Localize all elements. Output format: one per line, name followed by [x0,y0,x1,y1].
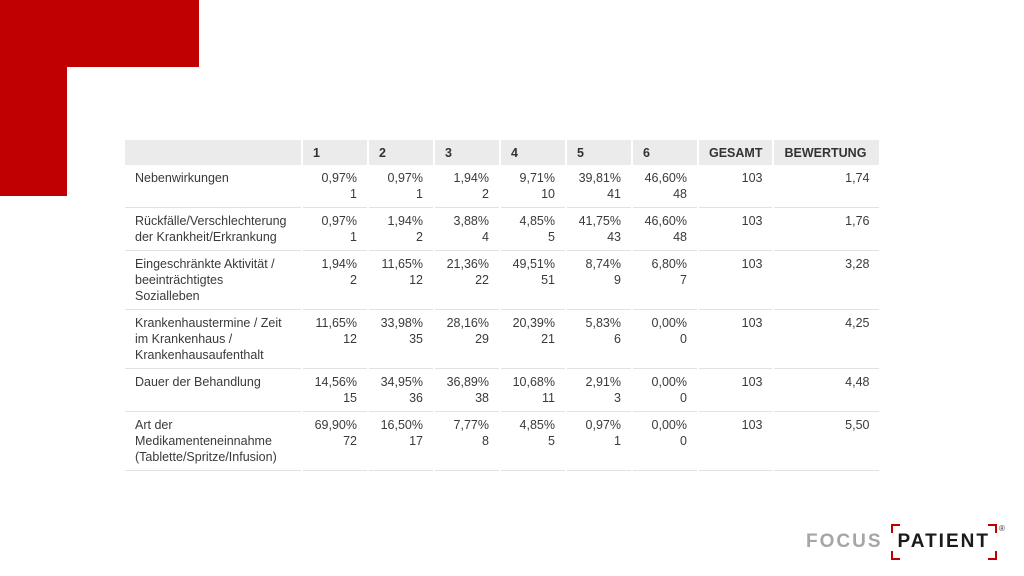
cell-gesamt: 103 [698,310,773,369]
cell-gesamt: 103 [698,208,773,251]
cell-rating-1 [302,369,368,412]
cell-rating-1 [302,251,368,310]
cell-rating-3 [434,310,500,369]
cell-percent: 16,50% [380,418,423,432]
survey-results-table [125,140,879,471]
cell-percent: 69,90% [314,418,357,432]
cell-count: 6 [614,332,621,346]
cell-count: 43 [607,230,621,244]
cell-percent: 10,68% [512,375,555,389]
logo-patient-box [891,524,997,560]
cell-count: 5 [548,434,555,448]
cell-rating-4 [500,251,566,310]
table-row [125,251,879,310]
cell-percent: 41,75% [578,214,621,228]
cell-percent: 0,00% [651,316,687,330]
cell-percent: 46,60% [644,214,687,228]
cell-rating-2 [368,369,434,412]
row-label-line: Art der [135,418,173,432]
row-label [125,165,302,208]
cell-percent: 0,97% [321,214,357,228]
header-3: 3 [434,140,500,165]
row-label-line: im Krankenhaus / [135,332,233,346]
header-1: 1 [302,140,368,165]
cell-percent: 4,85% [519,418,555,432]
cell-rating-5 [566,412,632,471]
cell-percent: 46,60% [644,171,687,185]
cell-count: 3 [614,391,621,405]
cell-count: 22 [475,273,489,287]
row-label-line: Krankenhaustermine / Zeit [135,316,282,330]
cell-count: 7 [680,273,687,287]
logo-bracket-bottom-left [891,551,900,560]
table-row [125,310,879,369]
row-label-line: der Krankheit/Erkrankung [135,230,277,244]
cell-rating-2 [368,412,434,471]
row-label [125,369,302,412]
row-label-line: Eingeschränkte Aktivität / [135,257,275,271]
table-body [125,165,879,471]
cell-count: 1 [614,434,621,448]
cell-count: 2 [416,230,423,244]
header-5: 5 [566,140,632,165]
cell-percent: 0,00% [651,418,687,432]
cell-percent: 49,51% [512,257,555,271]
cell-bewertung: 4,25 [773,310,879,369]
cell-percent: 2,91% [585,375,621,389]
cell-rating-1 [302,208,368,251]
cell-rating-3 [434,208,500,251]
cell-rating-5 [566,251,632,310]
logo-focus-text: FOCUS [806,531,883,552]
cell-percent: 6,80% [651,257,687,271]
cell-count: 35 [409,332,423,346]
cell-gesamt: 103 [698,412,773,471]
cell-count: 41 [607,187,621,201]
cell-percent: 0,97% [387,171,423,185]
cell-percent: 1,94% [321,257,357,271]
cell-count: 36 [409,391,423,405]
cell-count: 11 [542,391,555,405]
cell-count: 51 [541,273,555,287]
cell-gesamt: 103 [698,165,773,208]
cell-percent: 39,81% [578,171,621,185]
cell-percent: 8,74% [585,257,621,271]
cell-rating-5 [566,310,632,369]
cell-gesamt: 103 [698,369,773,412]
cell-count: 1 [350,230,357,244]
cell-rating-2 [368,208,434,251]
cell-rating-3 [434,369,500,412]
table-row [125,208,879,251]
cell-count: 2 [350,273,357,287]
cell-rating-6 [632,310,698,369]
cell-count: 10 [541,187,555,201]
cell-rating-1 [302,165,368,208]
row-label-line: Medikamenteneinnahme [135,434,272,448]
table-row [125,369,879,412]
cell-count: 4 [482,230,489,244]
red-corner-decoration-top [0,0,199,67]
cell-percent: 11,65% [381,257,423,271]
cell-count: 5 [548,230,555,244]
cell-percent: 34,95% [380,375,423,389]
header-2: 2 [368,140,434,165]
row-label-line: (Tablette/Spritze/Infusion) [135,450,277,464]
cell-rating-3 [434,412,500,471]
cell-percent: 3,88% [453,214,489,228]
cell-percent: 33,98% [380,316,423,330]
cell-count: 12 [343,332,357,346]
cell-bewertung: 1,76 [773,208,879,251]
cell-count: 0 [680,391,687,405]
cell-percent: 7,77% [453,418,489,432]
table-row [125,412,879,471]
cell-rating-4 [500,208,566,251]
cell-count: 72 [343,434,357,448]
row-label-line: Krankenhausaufenthalt [135,348,264,362]
cell-bewertung: 4,48 [773,369,879,412]
logo-bracket-top-left [891,524,900,533]
header-label [125,140,302,165]
row-label-line: Dauer der Behandlung [135,375,261,389]
cell-count: 1 [350,187,357,201]
cell-percent: 9,71% [519,171,555,185]
focus-patient-logo [806,524,1005,560]
cell-percent: 36,89% [446,375,489,389]
cell-count: 48 [673,187,687,201]
cell-percent: 4,85% [519,214,555,228]
logo-patient-text: PATIENT [897,531,990,552]
cell-count: 0 [680,434,687,448]
row-label-line: Rückfälle/Verschlechterung [135,214,287,228]
row-label-line: Nebenwirkungen [135,171,229,185]
cell-percent: 20,39% [512,316,555,330]
cell-rating-1 [302,412,368,471]
cell-percent: 28,16% [446,316,489,330]
header-gesamt: GESAMT [698,140,773,165]
cell-count: 0 [680,332,687,346]
cell-rating-4 [500,369,566,412]
cell-percent: 21,36% [446,257,489,271]
cell-bewertung: 1,74 [773,165,879,208]
cell-count: 21 [541,332,555,346]
cell-rating-4 [500,310,566,369]
cell-rating-6 [632,208,698,251]
cell-rating-6 [632,369,698,412]
cell-percent: 0,00% [651,375,687,389]
cell-rating-2 [368,310,434,369]
cell-bewertung: 5,50 [773,412,879,471]
cell-count: 15 [343,391,357,405]
logo-bracket-top-right [988,524,997,533]
header-6: 6 [632,140,698,165]
cell-rating-4 [500,165,566,208]
cell-rating-2 [368,165,434,208]
cell-rating-5 [566,165,632,208]
cell-rating-6 [632,165,698,208]
row-label [125,208,302,251]
cell-gesamt: 103 [698,251,773,310]
cell-count: 17 [409,434,423,448]
row-label [125,251,302,310]
cell-count: 1 [416,187,423,201]
cell-percent: 0,97% [585,418,621,432]
cell-count: 9 [614,273,621,287]
row-label [125,412,302,471]
cell-bewertung: 3,28 [773,251,879,310]
cell-rating-5 [566,369,632,412]
cell-count: 2 [482,187,489,201]
cell-percent: 11,65% [315,316,357,330]
registered-mark: ® [998,524,1005,533]
cell-count: 38 [475,391,489,405]
cell-percent: 0,97% [321,171,357,185]
table-header-row [125,140,879,165]
cell-percent: 1,94% [387,214,423,228]
cell-count: 8 [482,434,489,448]
cell-rating-4 [500,412,566,471]
header-bewertung: BEWERTUNG [773,140,879,165]
logo-bracket-bottom-right [988,551,997,560]
row-label-line: beeinträchtigtes [135,273,224,287]
cell-percent: 5,83% [585,316,621,330]
cell-count: 12 [409,273,423,287]
cell-percent: 14,56% [314,375,357,389]
cell-rating-6 [632,251,698,310]
header-4: 4 [500,140,566,165]
cell-count: 48 [673,230,687,244]
row-label [125,310,302,369]
cell-rating-1 [302,310,368,369]
row-label-line: Sozialleben [135,289,200,303]
table-row [125,165,879,208]
cell-count: 29 [475,332,489,346]
cell-rating-2 [368,251,434,310]
red-corner-decoration-left [0,67,67,196]
cell-rating-3 [434,251,500,310]
cell-rating-6 [632,412,698,471]
cell-rating-5 [566,208,632,251]
cell-rating-3 [434,165,500,208]
cell-percent: 1,94% [453,171,489,185]
